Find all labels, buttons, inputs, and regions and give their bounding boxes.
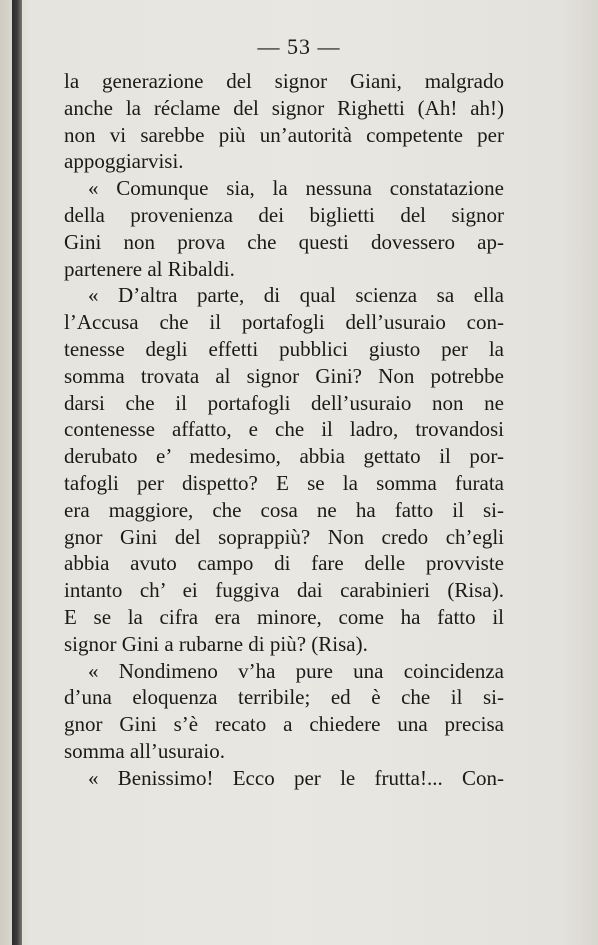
book-spine-edge <box>12 0 22 945</box>
text-line: gnor Gini del soprappiù? Non credo ch’egli <box>64 524 504 549</box>
text-line: somma all’usuraio. <box>64 738 225 763</box>
text-line: « D’altra parte, di qual scienza sa ella <box>88 283 504 308</box>
text-line: « Benissimo! Ecco per le frutta!... Con- <box>88 765 504 790</box>
body-text <box>64 68 504 792</box>
text-line: gnor Gini s’è recato a chiedere una precisa <box>64 712 504 737</box>
text-line: abbia avuto campo di fare delle provviste <box>64 551 504 576</box>
text-line: partenere al Ribaldi. <box>64 256 235 281</box>
text-line: della provenienza dei biglietti del signor <box>64 202 504 227</box>
text-line: derubato e’ medesimo, abbia gettato il por- <box>64 444 504 469</box>
text-line: tenesse degli effetti pubblici giusto per la <box>64 336 504 361</box>
text-line: era maggiore, che cosa ne ha fatto il si- <box>64 497 504 522</box>
text-line: « Comunque sia, la nessuna constatazione <box>88 176 504 201</box>
text-line: tafogli per dispetto? E se la somma furata <box>64 470 504 495</box>
text-line: l’Accusa che il portafogli dell’usuraio con- <box>64 310 504 335</box>
text-line: darsi che il portafogli dell’usuraio non ne <box>64 390 504 415</box>
page-number: — 53 — <box>257 34 341 59</box>
text-line: « Nondimeno v’ha pure una coincidenza <box>88 658 504 683</box>
text-line: Gini non prova che questi dovessero ap- <box>64 229 504 254</box>
text-line: contenesse affatto, e che il ladro, trovandosi <box>64 417 504 442</box>
text-line: somma trovata al signor Gini? Non potrebbe <box>64 363 504 388</box>
text-line: non vi sarebbe più un’autorità competente per <box>64 122 504 147</box>
text-line: appoggiarvisi. <box>64 149 184 174</box>
text-line: signor Gini a rubarne di più? (Risa). <box>64 631 368 656</box>
text-line: intanto ch’ ei fuggiva dai carabinieri (Risa). <box>64 578 504 603</box>
text-line: la generazione del signor Giani, malgrado <box>64 69 504 93</box>
text-line: anche la réclame del signor Righetti (Ah! ah!) <box>64 95 504 120</box>
text-line: E se la cifra era minore, come ha fatto il <box>64 604 504 629</box>
text-line: d’una eloquenza terribile; ed è che il si- <box>64 685 504 710</box>
